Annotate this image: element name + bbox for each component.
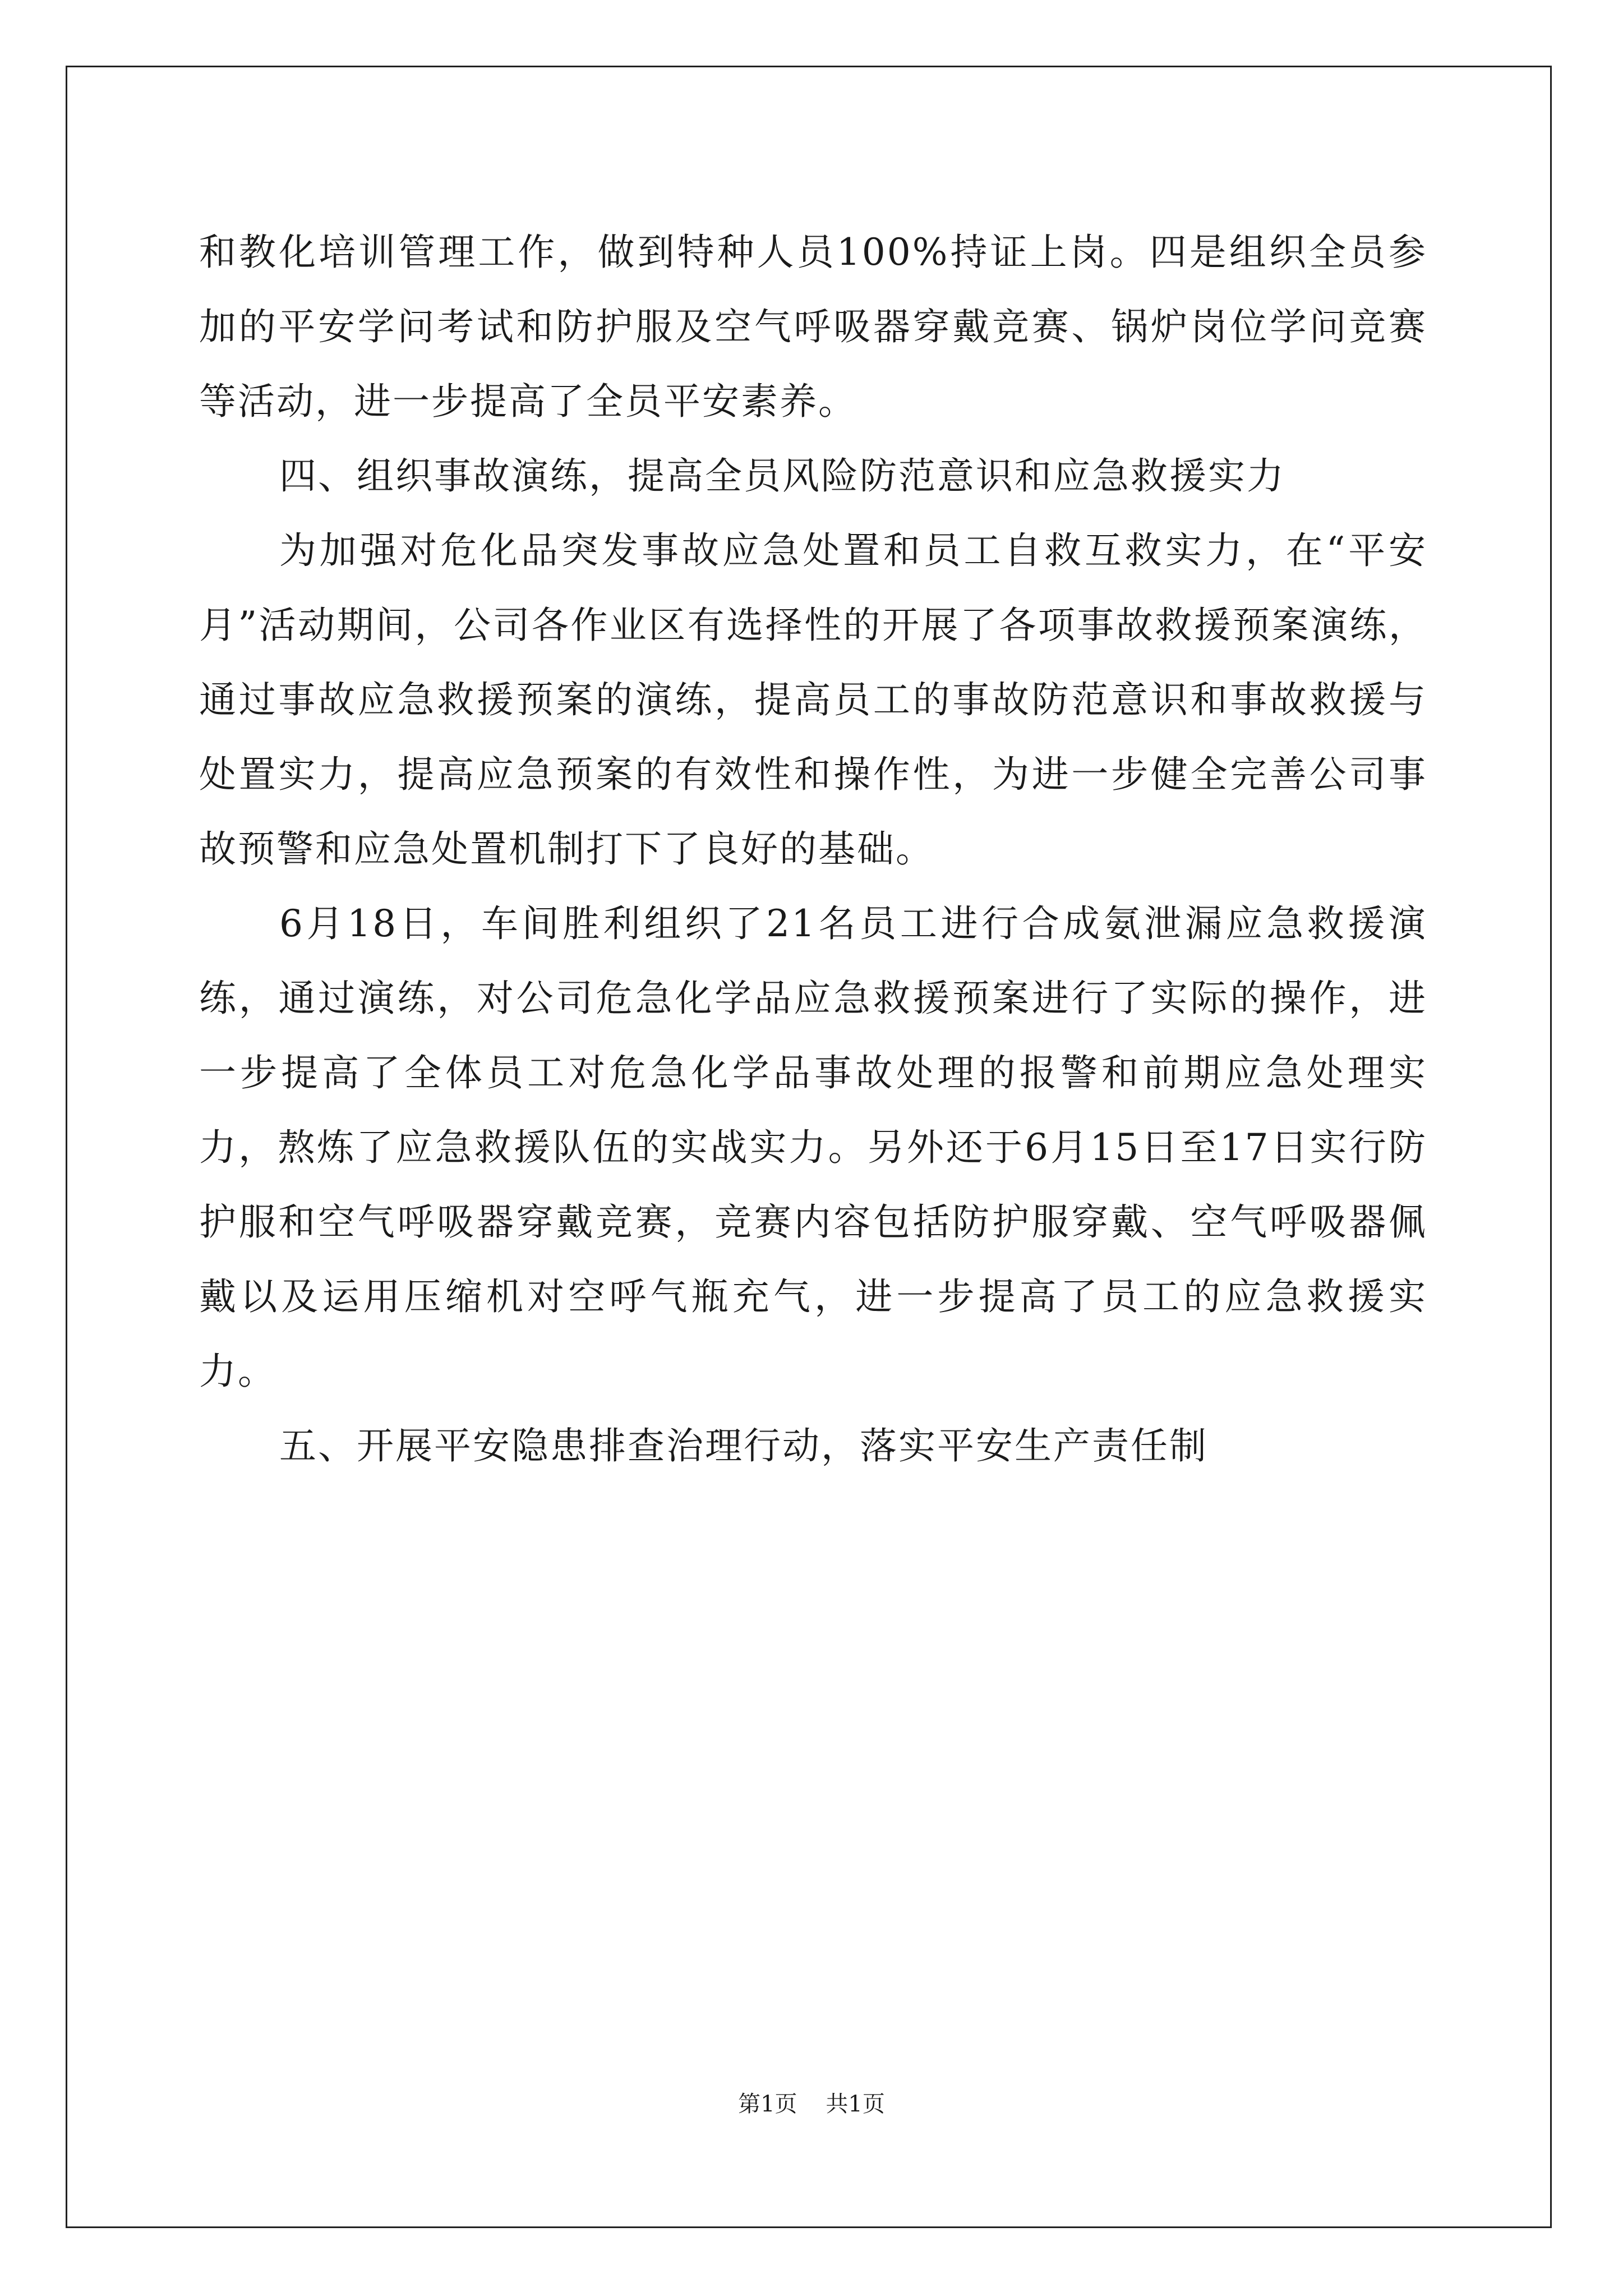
heading-section-five: 五、开展平安隐患排查治理行动，落实平安生产责任制	[279, 1424, 1208, 1467]
paragraph-drills: 为加强对危化品突发事故应急处置和员工自救互救实力，在“平安月”活动期间，公司各作业区有选择性的开展了各项事故救援预案演练，通过事故应急救援预案的演练，提高员工的事故防范意识和事故救援与处置实力，提高应急预案的有效性和操作性，为进一步健全完善公司事故预警和应急处置机制打下了良好的基础。	[199, 529, 1427, 871]
page-total: 共1页	[826, 2091, 885, 2117]
page-number: 第1页	[738, 2091, 797, 2117]
document-body	[199, 215, 1427, 1483]
paragraph-june-drill: 6月18日，车间胜利组织了21名员工进行合成氨泄漏应急救援演练，通过演练，对公司危急化学品应急救援预案进行了实际的操作，进一步提高了全体员工对危急化学品事故处理的报警和前期应急处理实力，熬炼了应急救援队伍的实战实力。另外还于6月15日至17日实行防护服和空气呼吸器穿戴竞赛，竞赛内容包括防护服穿戴、空气呼吸器佩戴以及运用压缩机对空呼气瓶充气，进一步提高了员工的应急救援实力。	[199, 902, 1427, 1393]
page-footer	[0, 2090, 1623, 2118]
heading-section-four: 四、组织事故演练，提高全员风险防范意识和应急救援实力	[279, 454, 1285, 498]
paragraph-training: 和教化培训管理工作，做到特种人员100%持证上岗。四是组织全员参加的平安学问考试和防护服及空气呼吸器穿戴竞赛、锅炉岗位学问竞赛等活动，进一步提高了全员平安素养。	[199, 231, 1427, 423]
